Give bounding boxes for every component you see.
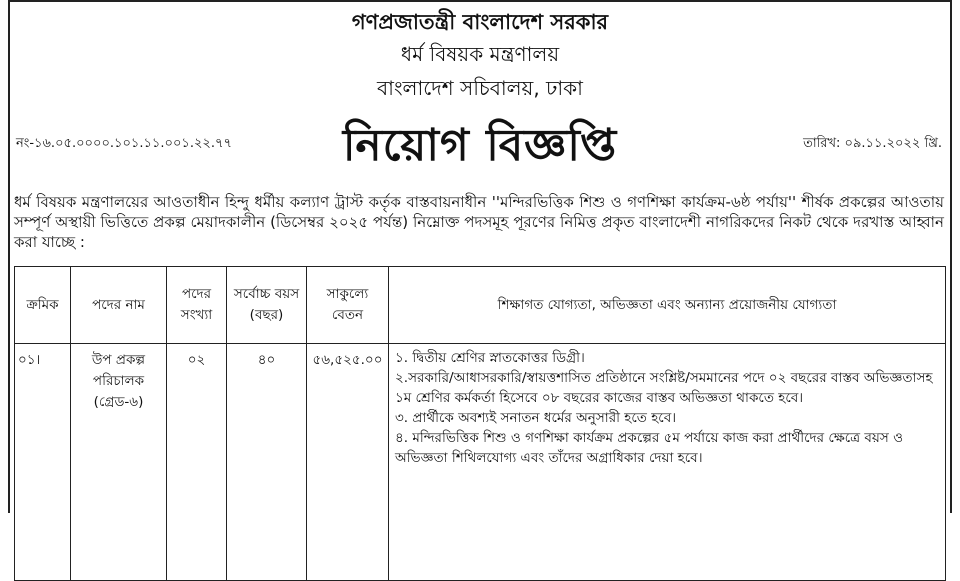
requirement-item: ১. দ্বিতীয় শ্রেণির স্নাতকোত্তর ডিগ্রী। [395, 350, 585, 366]
notice-title: নিয়োগ বিজ্ঞপ্তি [342, 120, 618, 171]
cell-post-count: ০২ [167, 344, 227, 581]
posts-table [14, 266, 946, 581]
office-location: বাংলাদেশ সচিবালয়, ঢাকা [377, 76, 583, 100]
header-max-age: সর্বোচ্চ বয়স (বছর) [227, 267, 307, 344]
header-serial: ক্রমিক [15, 267, 71, 344]
ministry-name: ধর্ম বিষয়ক মন্ত্রণালয় [400, 42, 560, 66]
cell-serial: ০১। [15, 344, 71, 581]
cell-post-name: উপ প্রকল্প পরিচালক (গ্রেড-৬) [71, 344, 167, 581]
requirement-item: ৩. প্রার্থীকে অবশ্যই সনাতন ধর্মের অনুসারী হতে হবে। [395, 410, 677, 426]
header-post-count: পদের সংখ্যা [167, 267, 227, 344]
header-post-name: পদের নাম [71, 267, 167, 344]
table-header-row [15, 267, 946, 344]
recruitment-notice [8, 0, 952, 513]
requirement-item: ৪. মন্দিরভিত্তিক শিশু ও গণশিক্ষা কার্যক্রম প্রকল্পের ৫ম পর্যায়ে কাজ করা প্রার্থীদের ক্ষেত্রে বয়স ও অভিজ্ঞতা শিথিলযোগ্য এবং তাঁদের অগ্রাধিকার দেয়া হবে। [395, 430, 904, 466]
government-name: গণপ্রজাতন্ত্রী বাংলাদেশ সরকার [351, 10, 609, 34]
header-qualification: শিক্ষাগত যোগ্যতা, অভিজ্ঞতা এবং অন্যান্য প্রয়োজনীয় যোগ্যতা [389, 267, 946, 344]
table-row [15, 344, 946, 581]
header-salary: সাকুল্যে বেতন [307, 267, 389, 344]
notice-date: তারিখ: ০৯.১১.২০২২ খ্রি. [803, 136, 942, 151]
memo-number: নং-১৬.০৫.০০০০.১০১.১১.০০১.২২.৭৭ [16, 136, 232, 151]
cell-max-age: ৪০ [227, 344, 307, 581]
intro-paragraph: ধর্ম বিষয়ক মন্ত্রণালয়ের আওতাধীন হিন্দু ধর্মীয় কল্যাণ ট্রাস্ট কর্তৃক বাস্তবায়নাধীন ''মন্দিরভিত্তিক শিশু ও গণশিক্ষা কার্যক্রম-৬ষ্ঠ পর্যায়'' শীর্ষক প্রকল্পের আওতায় সম্পূর্ণ অস্থায়ী ভিত্তিতে প্রকল্প মেয়াদকালীন (ডিসেম্বর ২০২৫ পর্যন্ত) নিম্নোক্ত পদসমূহ পূরণের নিমিত্ত প্রকৃত বাংলাদেশী নাগরিকদের নিকট থেকে দরখাস্ত আহ্বান করা যাচ্ছে : [14, 193, 944, 251]
cell-salary: ৫৬,৫২৫.০০ [307, 344, 389, 581]
requirement-item: ২.সরকারি/আধাসরকারি/স্বায়ত্তশাসিত প্রতিষ্ঠানে সংশ্লিষ্ট/সমমানের পদে ০২ বছরের বাস্তব অভিজ্ঞতাসহ ১ম শ্রেণির কর্মকর্তা হিসেবে ০৮ বছরের কাজের বাস্তব অভিজ্ঞতা থাকতে হবে। [395, 370, 933, 406]
cell-requirements [389, 344, 946, 581]
